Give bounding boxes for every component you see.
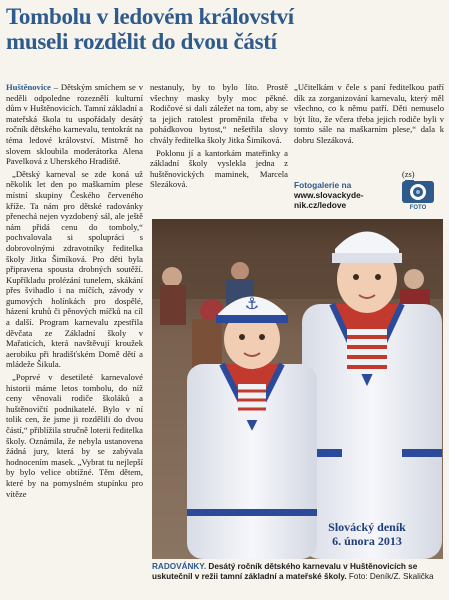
- caption-head: RADOVÁNKY.: [152, 562, 207, 571]
- fotogalerie-box: [294, 170, 444, 218]
- camera-icon: [401, 180, 435, 210]
- foto-label: FOTO: [409, 205, 427, 210]
- newspaper-stamp: [302, 520, 432, 548]
- author-tag: (zs): [402, 170, 415, 179]
- article-paragraph: nestanuly, by to bylo líto. Prostě všechny masky byly moc pěkné. Rodičové si dali záležet na tom, aby se ta jejich ratolest proměnila třeba v pohádkovou bytost,“ nešetřila slovy chvály ředitelka školy Jitka Šimíková.: [150, 82, 288, 145]
- article-paragraph: Huštěnovice – Dětským smíchem se v neděli odpoledne rozeznělí kulturní dům v Huštěnovicích. Tamní základní a mateřská škola tu uspořádaly desátý ročník dětského karnevalu, tentokrát na téma ledové království. Mistrně ho slovem skloubila moderátorka Alena Pavelková z Uherského Hradiště.: [6, 82, 143, 167]
- article-paragraph: Poklonu jí a kantorkám mateřinky a základní školy vyslekla jedna z huštěnovických maminek, Marcela Slezáková.: [150, 147, 288, 190]
- headline-line-1: Tombolu v ledovém království: [6, 4, 294, 29]
- photo-caption: [152, 562, 443, 582]
- stamp-date: 6. února 2013: [332, 534, 402, 548]
- caption-text: Desátý ročník dětského karnevalu v Huštěnovicích se uskutečnil v režii tamní základní a mateřské školy.: [152, 562, 418, 581]
- headline: [6, 4, 443, 54]
- article-column-2: [150, 82, 288, 220]
- stamp-paper-name: Slovácký deník: [328, 520, 406, 534]
- article-paragraph: „Poprvé v desetileté karnevalové historii máme letos tombolu, do níž ceny věnovali rodiče školáků a huštěnovičtí podnikatelé. Bylo v ní tolik cen, že jsme ji rozdělili do dvou částí,“ přiblížila stručně loterii ředitelka školy. Oznámila, že nebyla ustanovena žádná jury, která by se zabývala hodnocením masek. „Vybrat tu nejlepší by bylo velice obtížné. Těm dětem, které by na pomyslném stupínku pro vítěze: [6, 372, 143, 499]
- fotogalerie-title: Fotogalerie na: [294, 180, 352, 190]
- article-photo: [152, 219, 443, 559]
- caption-credit: Foto: Deník/Z. Skalička: [346, 572, 434, 581]
- fotogalerie-link[interactable]: www.slovackyde-nik.cz/ledove: [294, 190, 364, 210]
- article-paragraph: „Dětský karneval se zde koná už několik let den po maškarním plese místní skupiny Českého červeného kříže. Ta nám pro dětské radovánky přenechá nejen vyzdobený sál, ale ještě nám přidá cenu do tomboly,“ pochvalovala si spolupráci s dobrovolnými zdravotníky ředitelka školy Jitka Šimíková. Pro děti byla připravena spousta drobných soutěží. Kupříkladu prolézání tunelem, skákání přes švihadlo i na míčích, závody v gumových holínkách pro dospělé, házení kruhů či pěnových míčků na cíl a další. Program karnevalu zpestřila děvčata ze Základní školy v Mařaticích, která navštěvují kroužek aerobiku při hradišťském Domě dětí a mládeže Šikula.: [6, 168, 143, 370]
- photo-illustration: [152, 219, 443, 559]
- article-paragraph: „Učitelkám v čele s paní ředitelkou patří dík za zorganizování karnevalu, který měl všechno, co k němu patří. Děti nemuselo být líto, že včera třeba jejich rodiče byli v tomto sále na maškarním plese,“ dala k dobru Slezáková.: [294, 82, 444, 145]
- article-column-1: [6, 82, 143, 592]
- anchor-icon: ⚓: [244, 294, 260, 313]
- headline-line-2: museli rozdělit do dvou částí: [6, 29, 277, 54]
- dateline: Huštěnovice: [6, 82, 51, 92]
